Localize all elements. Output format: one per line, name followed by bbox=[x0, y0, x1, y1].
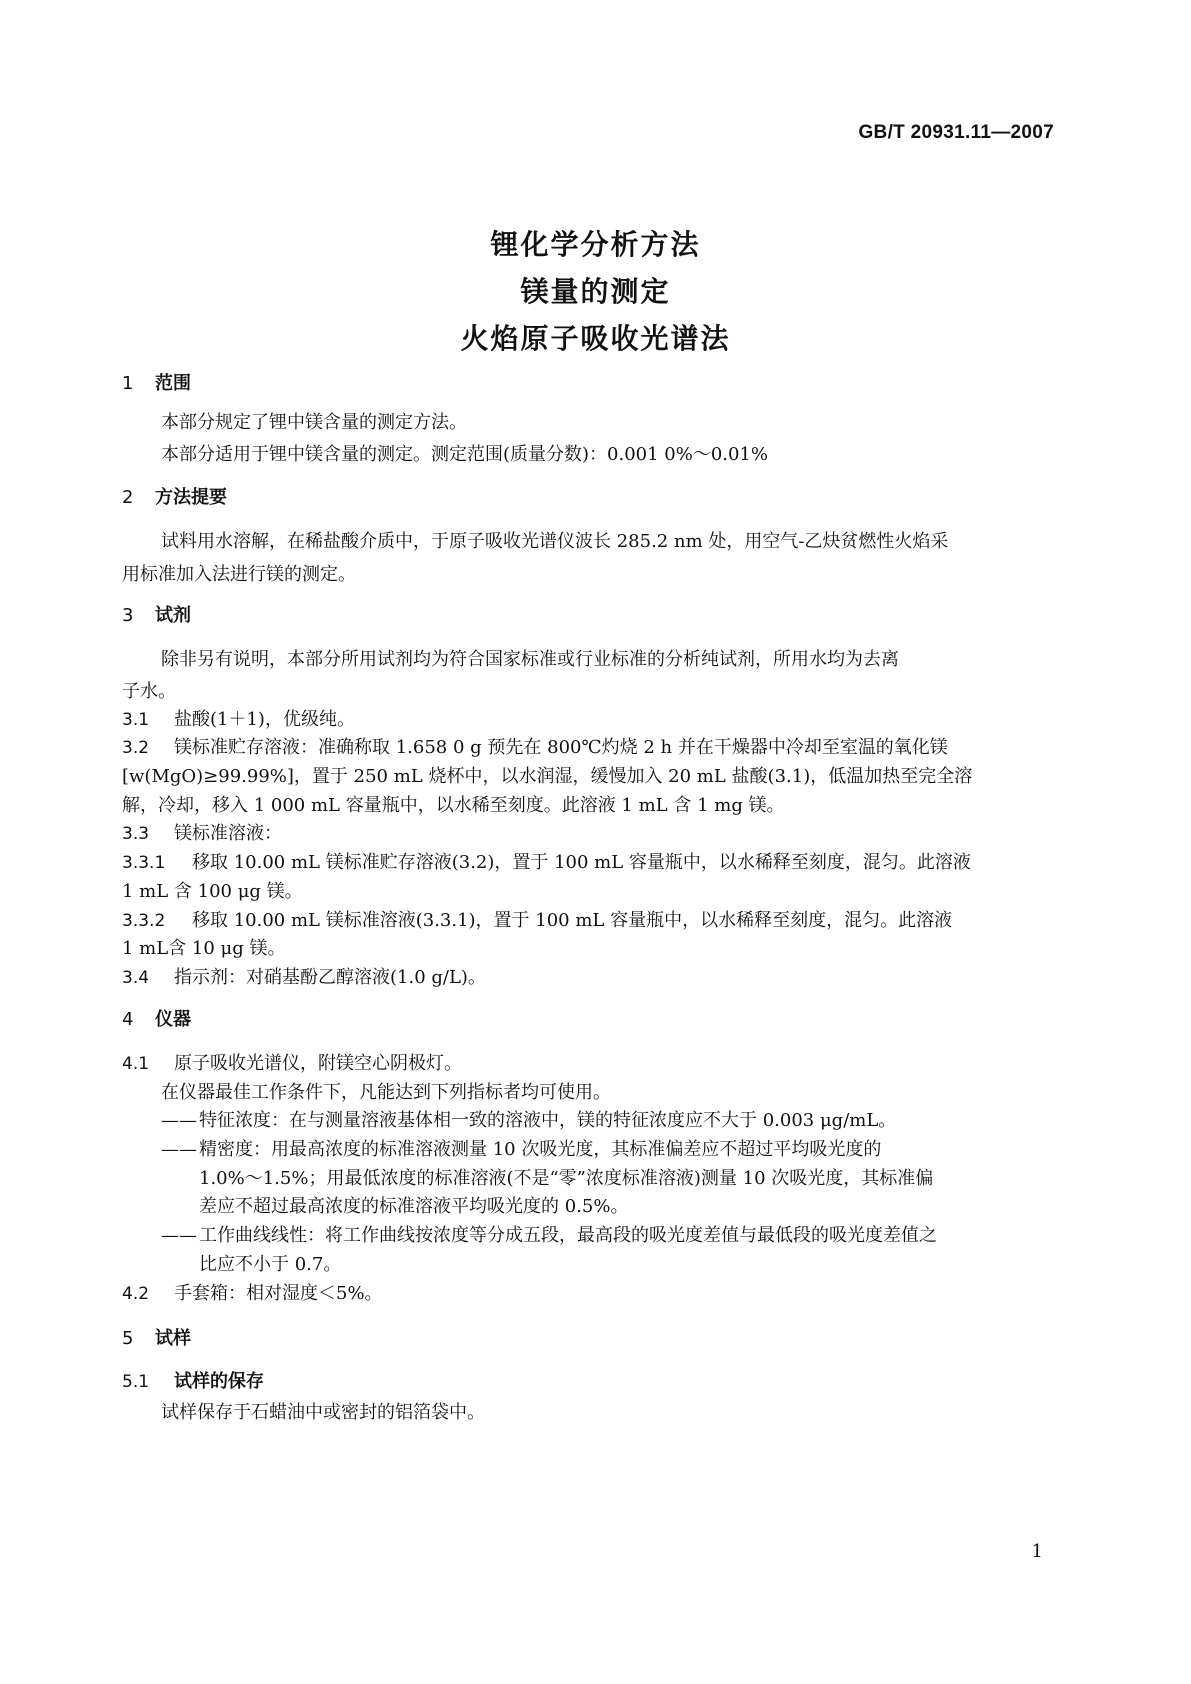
clause-3-4 bbox=[122, 961, 486, 995]
section-4-heading bbox=[122, 1006, 191, 1034]
title-line-1: 锂化学分析方法 bbox=[490, 228, 701, 261]
clause-4-2-text: 手套箱：相对湿度＜5%。 bbox=[174, 1283, 383, 1304]
clause-3-3-1-line-1: 移取 10.00 mL 镁标准贮存溶液(3.2)，置于 100 mL 容量瓶中，以水稀释至刻度，混匀。此溶液 bbox=[192, 852, 971, 873]
clause-3-3-1-line-2: 1 mL 含 100 μg 镁。 bbox=[122, 881, 303, 902]
clause-3-2-line-2: [w(MgO)≥99.99%]，置于 250 mL 烧杯中，以水润湿，缓慢加入 20 mL 盐酸(3.1)，低温加热至完全溶 bbox=[122, 766, 973, 787]
section-5-number: 5 bbox=[122, 1328, 134, 1349]
clause-5-1-paragraph: 试样保存于石蜡油中或密封的铝箔袋中。 bbox=[161, 1402, 485, 1423]
section-1-heading bbox=[122, 370, 191, 398]
bullet-1-text: 特征浓度：在与测量溶液基体相一致的溶液中，镁的特征浓度应不大于 0.003 μg/mL。 bbox=[199, 1110, 897, 1131]
section-1-paragraph-1: 本部分规定了锂中镁含量的测定方法。 bbox=[161, 412, 467, 433]
clause-3-3-2-line-2: 1 mL含 10 μg 镁。 bbox=[122, 938, 286, 959]
clause-3-2-line-1: 镁标准贮存溶液：准确称取 1.658 0 g 预先在 800℃灼烧 2 h 并在干燥器中冷却至室温的氧化镁 bbox=[174, 737, 948, 758]
bullet-dash: —— bbox=[161, 1110, 197, 1131]
clause-4-2 bbox=[122, 1277, 383, 1311]
bullet-dash: —— bbox=[161, 1139, 197, 1160]
clause-3-4-number: 3.4 bbox=[122, 968, 150, 988]
clause-3-1-text: 盐酸(1＋1)，优级纯。 bbox=[174, 709, 355, 730]
section-1-title: 范围 bbox=[155, 373, 191, 394]
section-2-title: 方法提要 bbox=[155, 487, 227, 508]
bullet-2-line-2: 1.0%～1.5%；用最低浓度的标准溶液(不是“零”浓度标准溶液)测量 10 次吸光度，其标准偏 bbox=[199, 1168, 934, 1189]
clause-4-1-text: 原子吸收光谱仪，附镁空心阴极灯。 bbox=[174, 1053, 462, 1074]
bullet-2-line-3: 差应不超过最高浓度的标准溶液平均吸光度的 0.5%。 bbox=[199, 1196, 629, 1217]
clause-5-1-heading bbox=[122, 1365, 264, 1399]
clause-3-3-number: 3.3 bbox=[122, 824, 150, 844]
section-4-title: 仪器 bbox=[155, 1009, 191, 1030]
title-line-3: 火焰原子吸收光谱法 bbox=[460, 322, 731, 355]
clause-3-1-number: 3.1 bbox=[122, 710, 150, 730]
clause-5-1-title: 试样的保存 bbox=[174, 1371, 264, 1392]
clause-3-3-2-number: 3.3.2 bbox=[122, 911, 166, 931]
clause-4-2-number: 4.2 bbox=[122, 1284, 150, 1304]
clause-3-2-number: 3.2 bbox=[122, 738, 150, 758]
section-2-heading bbox=[122, 484, 227, 512]
clause-5-1-number: 5.1 bbox=[122, 1372, 150, 1392]
section-3-number: 3 bbox=[122, 605, 134, 626]
bullet-3-line-2: 比应不小于 0.7。 bbox=[199, 1254, 342, 1275]
clause-3-3-text: 镁标准溶液： bbox=[174, 823, 282, 844]
clause-4-1-number: 4.1 bbox=[122, 1054, 150, 1074]
standard-code: GB/T 20931.11—2007 bbox=[858, 122, 1054, 143]
section-2-paragraph-line-2: 用标准加入法进行镁的测定。 bbox=[122, 564, 356, 585]
section-2-number: 2 bbox=[122, 487, 134, 508]
bullet-dash: —— bbox=[161, 1225, 197, 1246]
clause-3-3-1-number: 3.3.1 bbox=[122, 853, 166, 873]
clause-4-1-paragraph: 在仪器最佳工作条件下，凡能达到下列指标者均可使用。 bbox=[161, 1082, 611, 1103]
section-3-title: 试剂 bbox=[155, 605, 191, 626]
clause-3-2-line-3: 解，冷却，移入 1 000 mL 容量瓶中，以水稀至刻度。此溶液 1 mL 含 1 mg 镁。 bbox=[122, 795, 785, 816]
section-3-paragraph-line-1: 除非另有说明，本部分所用试剂均为符合国家标准或行业标准的分析纯试剂，所用水均为去离 bbox=[161, 649, 899, 670]
document-title bbox=[0, 225, 1191, 366]
bullet-3-line-1: 工作曲线线性：将工作曲线按浓度等分成五段，最高段的吸光度差值与最低段的吸光度差值之 bbox=[199, 1225, 937, 1246]
clause-3-3-2-line-1: 移取 10.00 mL 镁标准溶液(3.3.1)，置于 100 mL 容量瓶中，以水稀释至刻度，混匀。此溶液 bbox=[192, 910, 953, 931]
section-3-paragraph-line-2: 子水。 bbox=[122, 681, 176, 702]
section-5-heading bbox=[122, 1325, 191, 1353]
page-number: 1 bbox=[1031, 1541, 1043, 1562]
title-line-2: 镁量的测定 bbox=[520, 275, 671, 308]
section-3-heading bbox=[122, 602, 191, 630]
section-5-title: 试样 bbox=[155, 1328, 191, 1349]
clause-3-4-text: 指示剂：对硝基酚乙醇溶液(1.0 g/L)。 bbox=[174, 967, 486, 988]
section-2-paragraph-line-1: 试料用水溶解，在稀盐酸介质中，于原子吸收光谱仪波长 285.2 nm 处，用空气-乙炔贫燃性火焰采 bbox=[161, 531, 949, 552]
section-1-number: 1 bbox=[122, 373, 134, 394]
bullet-2-line-1: 精密度：用最高浓度的标准溶液测量 10 次吸光度，其标准偏差应不超过平均吸光度的 bbox=[199, 1139, 882, 1160]
section-1-paragraph-2: 本部分适用于锂中镁含量的测定。测定范围(质量分数)：0.001 0%～0.01% bbox=[161, 444, 769, 465]
section-4-number: 4 bbox=[122, 1009, 134, 1030]
